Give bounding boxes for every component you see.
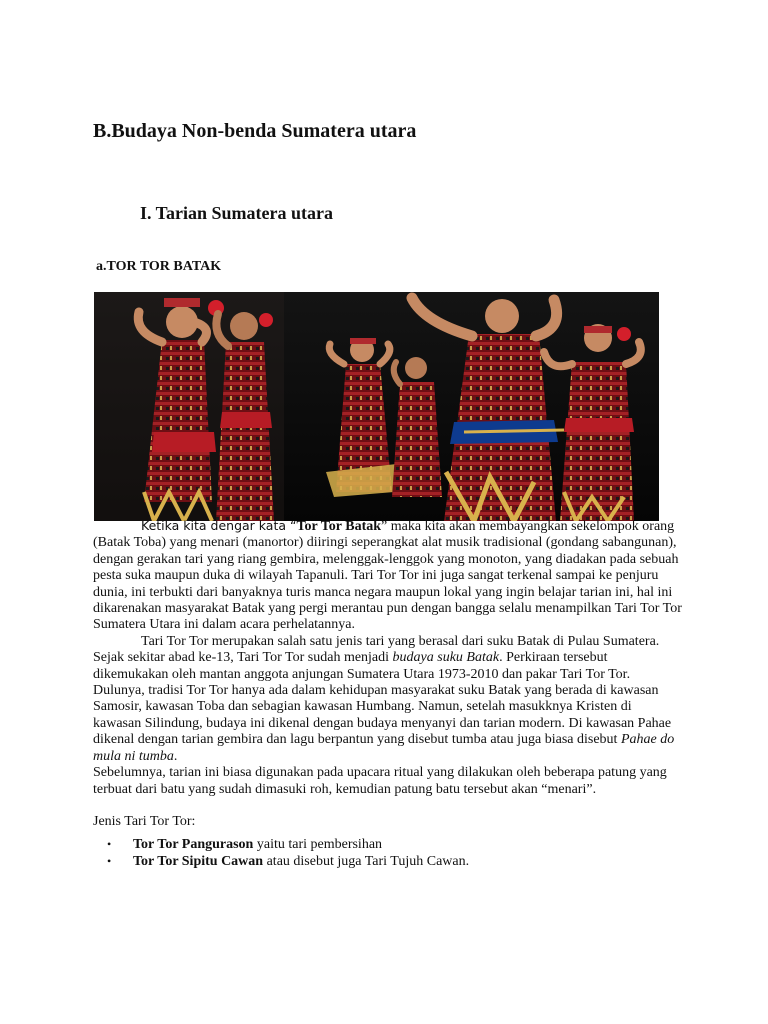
list-item — [107, 853, 683, 870]
bullet-icon: • — [107, 854, 112, 869]
article-body — [93, 518, 683, 870]
spacer — [93, 798, 683, 814]
bullet-icon: • — [107, 837, 112, 852]
list-item — [107, 836, 683, 853]
item-title: a.TOR TOR BATAK — [96, 259, 222, 274]
list-item-desc: yaitu tari pembersihan — [253, 837, 383, 853]
paragraph-1-lead: Ketika kita dengar kata “ — [141, 518, 297, 533]
paragraph-2-a: Tari Tor Tor merupakan salah satu jenis tari yang berasal dari suku Batak di Pulau Sumatera. Sejak sekitar abad ke-13, Tari Tor Tor sudah menjadi — [93, 633, 660, 666]
jenis-heading: Jenis Tari Tor Tor: — [93, 813, 196, 829]
paragraph-1-rest: ” maka kita akan membayangkan sekelompok orang (Batak Toba) yang menari (manortor) diiringi seperangkat alat musik tradisional (gondang sabangunan), dengan gerakan tari yang riang gembira, melenggak-lenggok yang monoton, yang diadakan pada sebuah pesta suka maupun duka di wilayah Tapanuli. Tari Tor Tor ini juga sangat terkenal sampai ke penjuru dunia, ini terbukti dari banyaknya turis manca negara maupun lokal yang ingin belajar tarian ini, hal ini dikarenakan masyarakat Batak yang pergi merantau pun dengan bangga selalu menampilkan Tari Tor Tor Sumatera Utara ini dalam acara perhelatannya. — [93, 519, 682, 633]
tor-tor-batak-term: Tor Tor Batak — [296, 519, 382, 534]
list-item-name: Tor Tor Pangurason — [133, 837, 254, 853]
dancers-illustration — [94, 292, 659, 521]
tor-tor-dancers-photo — [94, 292, 659, 521]
paragraph-3: Sebelumnya, tarian ini biasa digunakan pada upacara ritual yang dilakukan oleh beberapa patung yang terbuat dari batu yang sudah dimasuki roh, kemudian patung batu tersebut akan “menari”. — [93, 765, 667, 797]
paragraph-2-c: . — [173, 748, 178, 764]
paragraph-2-italic-2: Pahae do mula ni tumba — [93, 732, 675, 764]
paragraph-2 — [93, 634, 683, 765]
paragraph-1 — [93, 518, 683, 634]
paragraph-2-italic-1: budaya suku Batak — [392, 650, 500, 666]
section-title: B.Budaya Non-benda Sumatera utara — [93, 120, 417, 142]
list-item-name: Tor Tor Sipitu Cawan — [133, 854, 264, 870]
jenis-list — [93, 836, 683, 870]
paragraph-2-b: . Perkiraan tersebut dikemukakan oleh mantan anggota anjungan Sumatera Utara 1973-2010 dan pakar Tari Tor Tor. Dulunya, tradisi Tor Tor hanya ada dalam kehidupan masyarakat suku Batak yang berada di kawasan Samosir, kawasan Toba dan sebagian kawasan Humbang. Namun, setelah masukknya Kristen di kawasan Silindung, budaya ini dikenal dengan budaya menyanyi dan tarian modern. Di kawasan Pahae dikenal dengan tarian gembira dan lagu berpantun yang disebut tumba atau juga biasa disebut — [93, 650, 672, 748]
list-item-desc: atau disebut juga Tari Tujuh Cawan. — [263, 854, 470, 870]
subsection-title: I. Tarian Sumatera utara — [140, 203, 334, 223]
